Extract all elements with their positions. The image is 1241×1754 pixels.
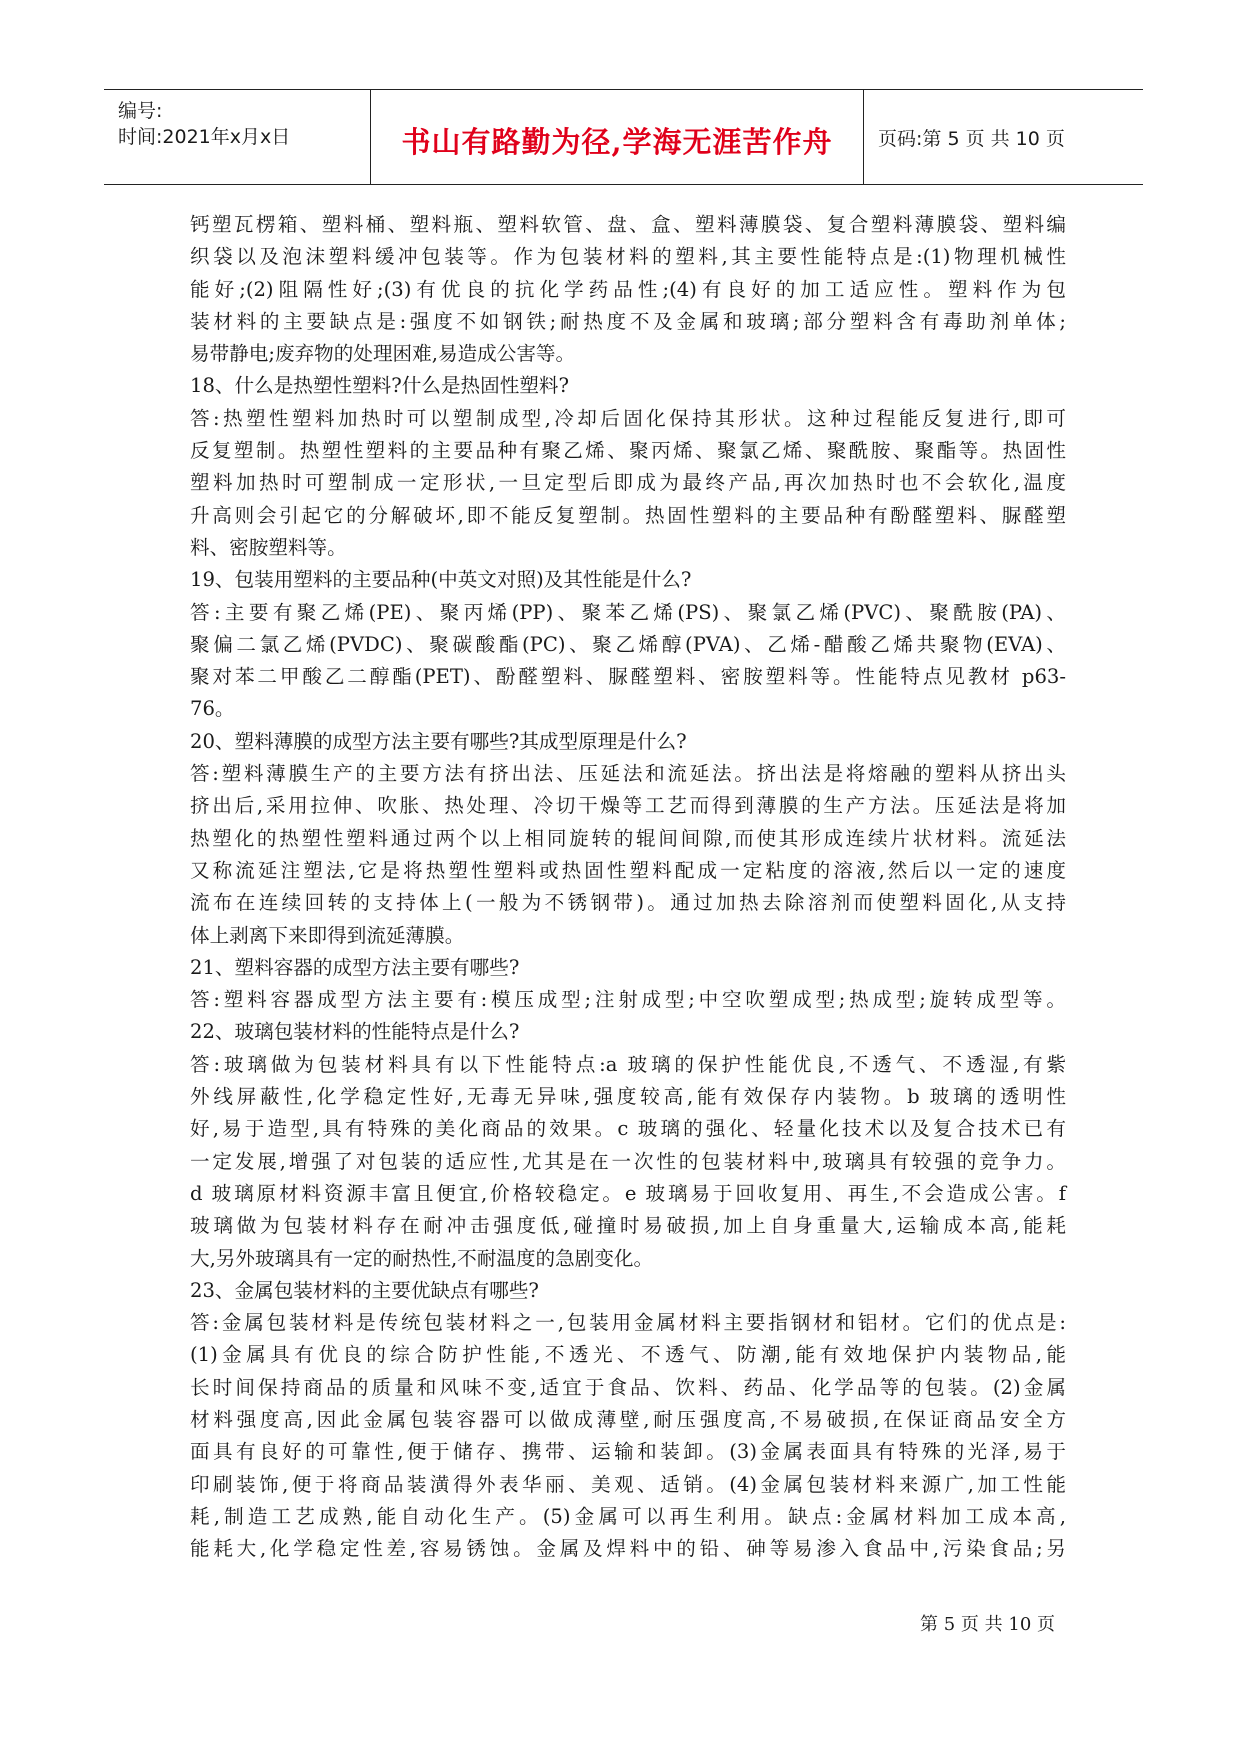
text-line: 体上剥离下来即得到流延薄膜。	[190, 923, 465, 947]
header-middle-cell	[370, 90, 864, 184]
text-line: 答:热塑性塑料加热时可以塑制成型,冷却后固化保持其形状。这种过程能反复进行,即可	[190, 406, 1066, 430]
text-line: 22、玻璃包装材料的性能特点是什么?	[190, 1020, 520, 1044]
text-line: 聚偏二氯乙烯(PVDC)、聚碳酸酯(PC)、聚乙烯醇(PVA)、乙烯-醋酸乙烯共聚物(EVA)、	[190, 632, 1066, 656]
header-left-cell	[104, 90, 369, 184]
text-line: 19、包装用塑料的主要品种(中英文对照)及其性能是什么?	[190, 568, 692, 592]
text-line: 玻璃做为包装材料存在耐冲击强度低,碰撞时易破损,加上自身重量大,运输成本高,能耗	[190, 1214, 1066, 1238]
text-line: 织袋以及泡沫塑料缓冲包装等。作为包装材料的塑料,其主要性能特点是:(1)物理机械性	[190, 245, 1066, 269]
text-line: 答:金属包装材料是传统包装材料之一,包装用金属材料主要指钢材和铝材。它们的优点是:	[190, 1311, 1066, 1335]
number-label: 编号:	[118, 100, 163, 122]
text-line: 23、金属包装材料的主要优缺点有哪些?	[190, 1278, 539, 1302]
text-line: 钙塑瓦楞箱、塑料桶、塑料瓶、塑料软管、盘、盒、塑料薄膜袋、复合塑料薄膜袋、塑料编	[190, 213, 1066, 236]
time-label: 时间:2021年x月x日	[118, 126, 291, 148]
text-line: 塑料加热时可塑制成一定形状,一旦定型后即成为最终产品,再次加热时也不会软化,温度	[190, 471, 1066, 495]
text-line: 答:主要有聚乙烯(PE)、聚丙烯(PP)、聚苯乙烯(PS)、聚氯乙烯(PVC)、聚酰胺(PA)、	[190, 600, 1066, 624]
text-line: 料、密胺塑料等。	[190, 535, 347, 559]
text-line: 能耗大,化学稳定性差,容易锈蚀。金属及焊料中的铅、砷等易渗入食品中,污染食品;另	[190, 1537, 1066, 1561]
text-line: 面具有良好的可靠性,便于储存、携带、运输和装卸。(3)金属表面具有特殊的光泽,易于	[190, 1440, 1066, 1464]
text-line: 印刷装饰,便于将商品装潢得外表华丽、美观、适销。(4)金属包装材料来源广,加工性能	[190, 1472, 1066, 1496]
text-line: 挤出后,采用拉伸、吹胀、热处理、冷切干燥等工艺而得到薄膜的生产方法。压延法是将加	[190, 794, 1066, 818]
text-line: 一定发展,增强了对包装的适应性,尤其是在一次性的包装材料中,玻璃具有较强的竞争力。	[190, 1149, 1066, 1173]
text-line: 能好;(2)阻隔性好;(3)有优良的抗化学药品性;(4)有良好的加工适应性。塑料作为包	[190, 277, 1066, 301]
text-line: 耗,制造工艺成熟,能自动化生产。(5)金属可以再生利用。缺点:金属材料加工成本高,	[190, 1504, 1066, 1528]
text-line: 反复塑制。热塑性塑料的主要品种有聚乙烯、聚丙烯、聚氯乙烯、聚酰胺、聚酯等。热固性	[190, 439, 1066, 463]
text-line: 答:玻璃做为包装材料具有以下性能特点:a 玻璃的保护性能优良,不透气、不透湿,有紫	[190, 1052, 1066, 1076]
text-line: 20、塑料薄膜的成型方法主要有哪些?其成型原理是什么?	[190, 729, 687, 753]
text-line: 装材料的主要缺点是:强度不如钢铁;耐热度不及金属和玻璃;部分塑料含有毒助剂单体;	[190, 309, 1066, 333]
text-line: 材料强度高,因此金属包装容器可以做成薄壁,耐压强度高,不易破损,在保证商品安全方	[190, 1407, 1066, 1431]
page-footer: 第 5 页 共 10 页	[920, 1614, 1055, 1635]
text-line: 21、塑料容器的成型方法主要有哪些?	[190, 955, 520, 979]
text-line: 18、什么是热塑性塑料?什么是热固性塑料?	[190, 374, 570, 398]
text-line: 长时间保持商品的质量和风味不变,适宜于食品、饮料、药品、化学品等的包装。(2)金属	[190, 1375, 1066, 1399]
text-line: 升高则会引起它的分解破坏,即不能反复塑制。热固性塑料的主要品种有酚醛塑料、脲醛塑	[190, 503, 1066, 527]
header-slogan: 书山有路勤为径,学海无涯苦作舟	[401, 125, 833, 159]
document-body	[190, 209, 1066, 1565]
text-line: 流布在连续回转的支持体上(一般为不锈钢带)。通过加热去除溶剂而使塑料固化,从支持	[190, 891, 1066, 915]
text-line: 聚对苯二甲酸乙二醇酯(PET)、酚醛塑料、脲醛塑料、密胺塑料等。性能特点见教材 p63-	[190, 665, 1066, 689]
text-line: d 玻璃原材料资源丰富且便宜,价格较稳定。e 玻璃易于回收复用、再生,不会造成公害。f	[190, 1181, 1066, 1205]
text-line: 76。	[190, 697, 235, 721]
text-line: 答:塑料容器成型方法主要有:模压成型;注射成型;中空吹塑成型;热成型;旋转成型等。	[190, 988, 1066, 1012]
document-header	[104, 89, 1143, 185]
text-line: 又称流延注塑法,它是将热塑性塑料或热固性塑料配成一定粘度的溶液,然后以一定的速度	[190, 858, 1066, 882]
text-line: 好,易于造型,具有特殊的美化商品的效果。c 玻璃的强化、轻量化技术以及复合技术已有	[190, 1117, 1066, 1141]
text-line: 热塑化的热塑性塑料通过两个以上相同旋转的辊间间隙,而使其形成连续片状材料。流延法	[190, 826, 1066, 850]
text-line: (1)金属具有优良的综合防护性能,不透光、不透气、防潮,能有效地保护内装物品,能	[190, 1343, 1066, 1367]
header-right-cell	[864, 90, 1143, 184]
text-line: 答:塑料薄膜生产的主要方法有挤出法、压延法和流延法。挤出法是将熔融的塑料从挤出头	[190, 762, 1066, 786]
header-page-info: 页码:第 5 页 共 10 页	[878, 128, 1065, 150]
text-line: 大,另外玻璃具有一定的耐热性,不耐温度的急剧变化。	[190, 1246, 654, 1270]
text-line: 外线屏蔽性,化学稳定性好,无毒无异味,强度较高,能有效保存内装物。b 玻璃的透明性	[190, 1085, 1066, 1109]
text-line: 易带静电;废弃物的处理困难,易造成公害等。	[190, 342, 576, 366]
